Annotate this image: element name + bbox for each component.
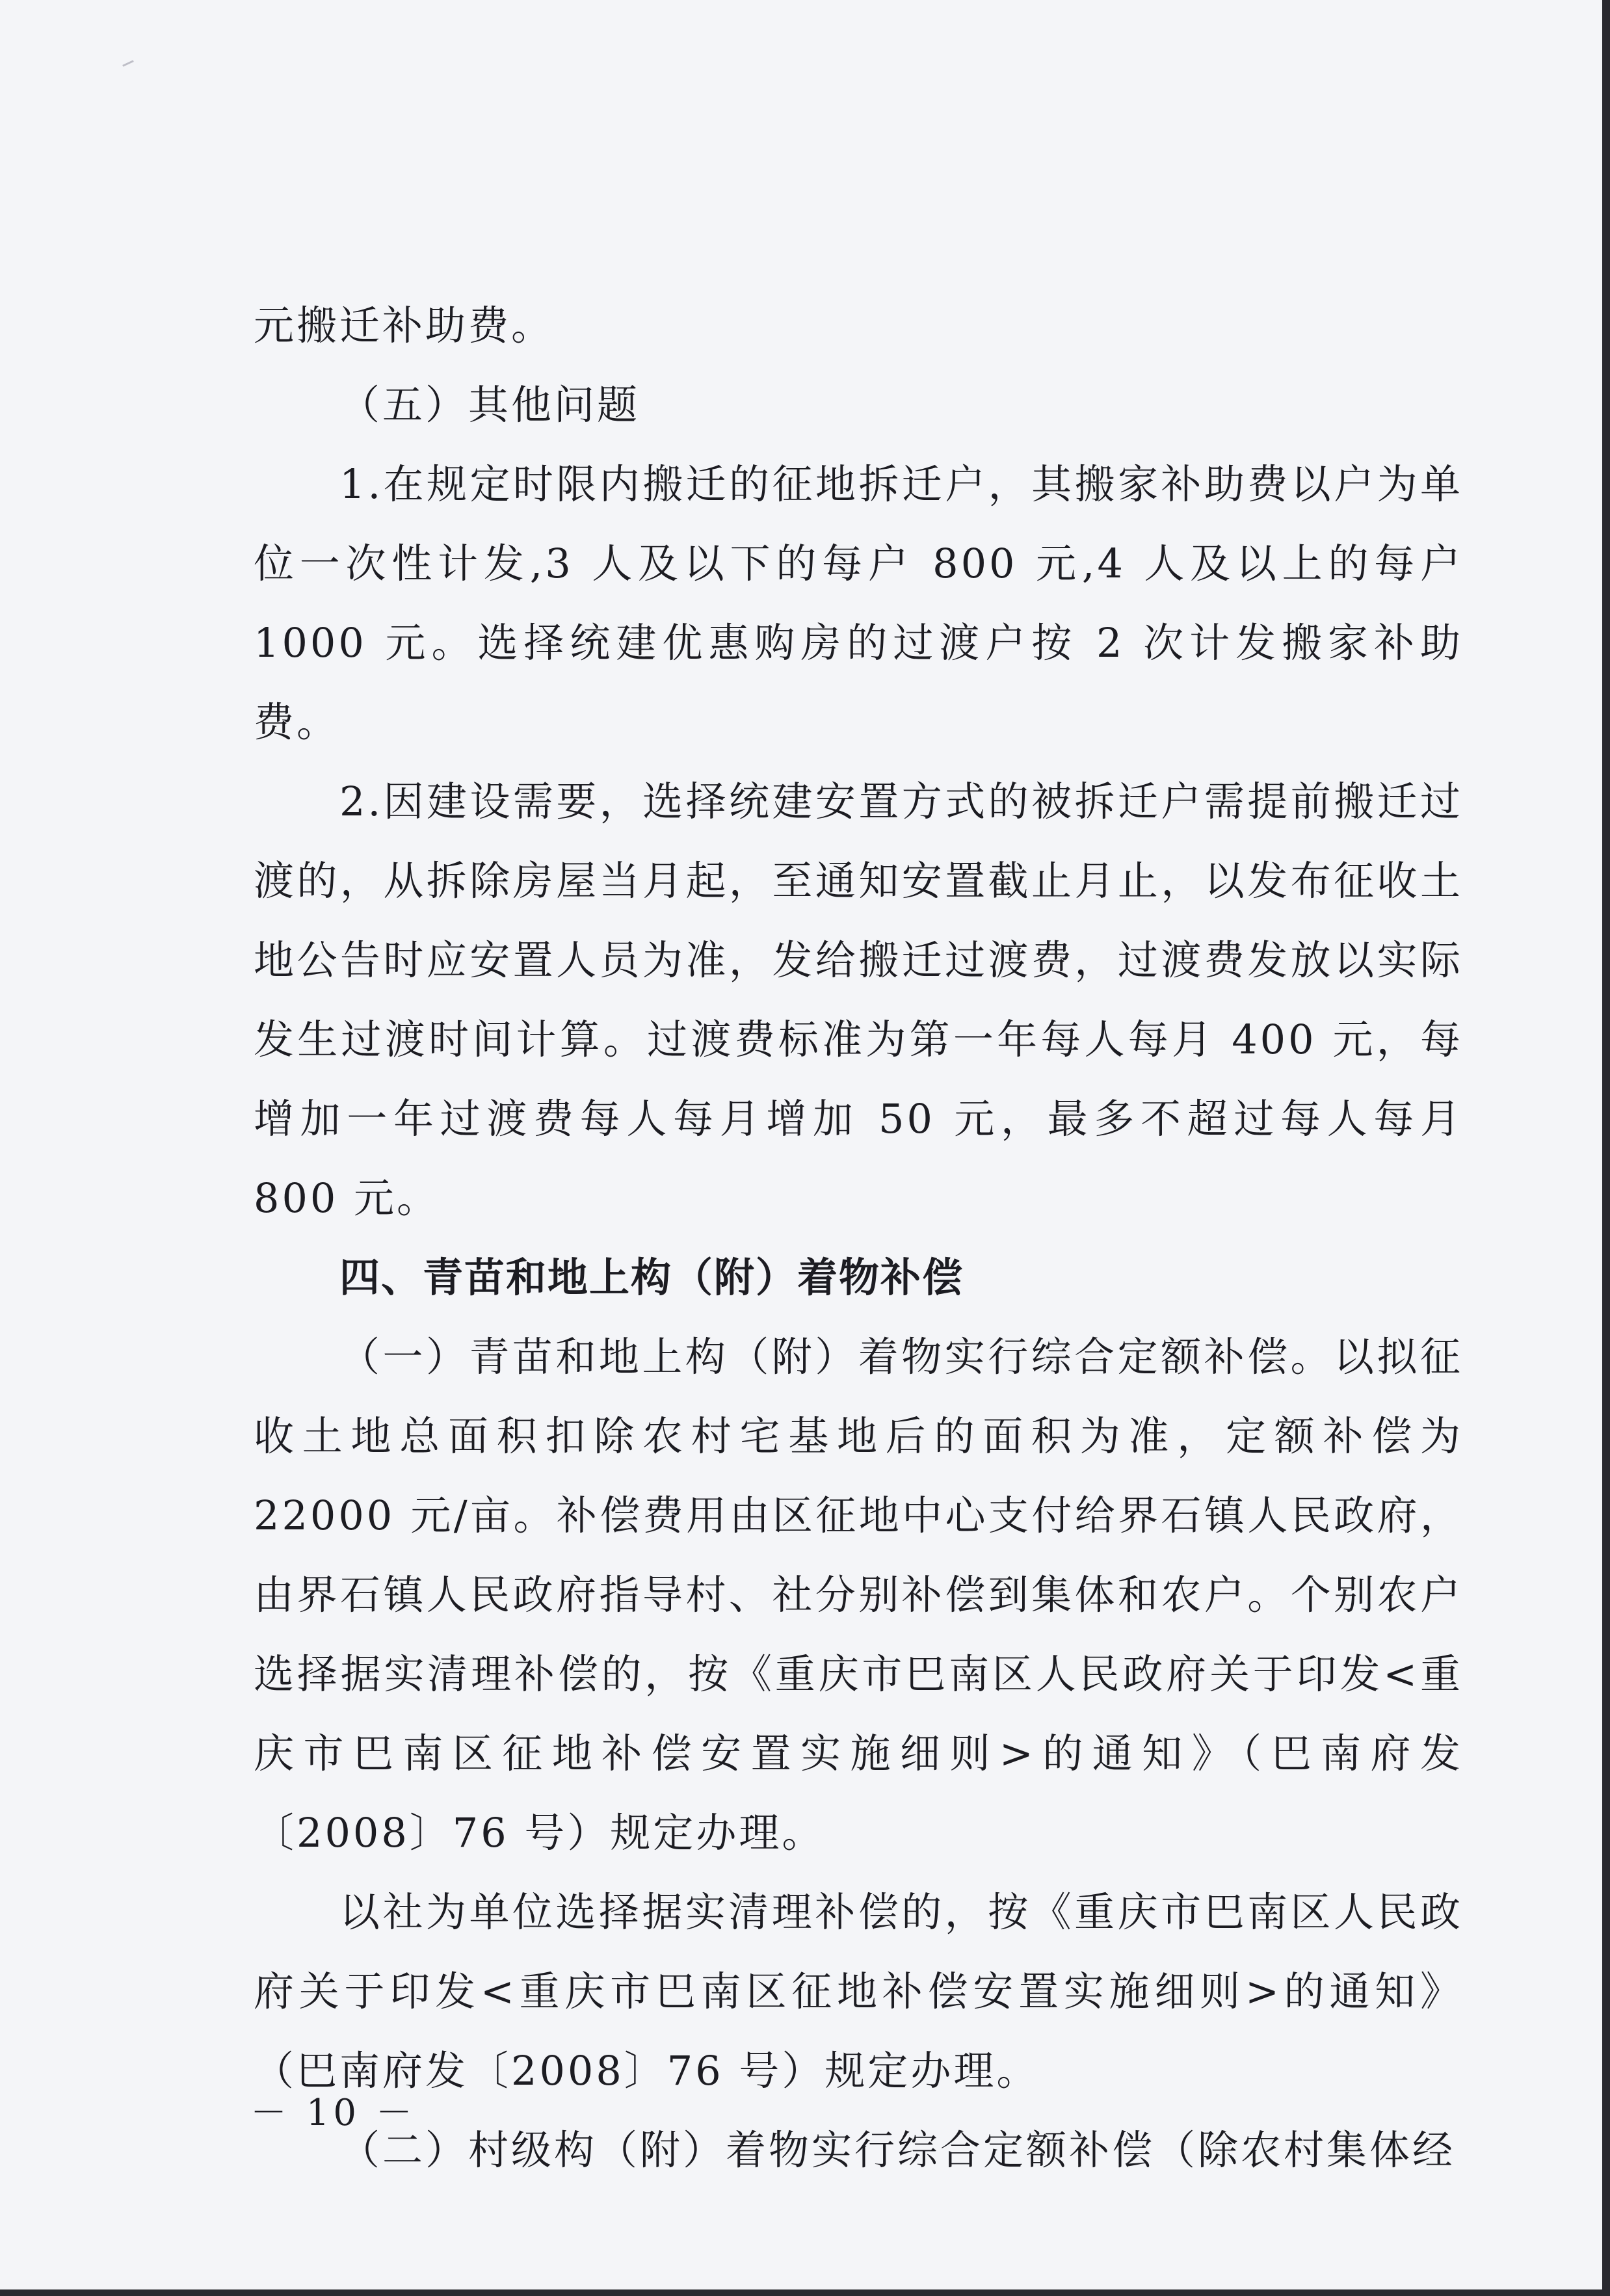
heading-crops-compensation: 四、青苗和地上构（附）着物补偿	[339, 1254, 964, 1301]
scan-speck	[122, 60, 134, 66]
paragraph-moving-subsidy: 1.在规定时限内搬迁的征地拆迁户，其搬家补助费以户为单位一次性计发,3 人及以下的每户 800 元,4 人及以上的每户 1000 元。选择统建优惠购房的过渡户按 2 次计发搬家补助费。	[254, 460, 1463, 746]
paragraph-cooperative-compensation: 以社为单位选择据实清理补偿的，按《重庆市巴南区人民政府关于印发<重庆市巴南区征地补偿安置实施细则>的通知》（巴南府发〔2008〕76 号）规定办理。	[254, 1888, 1463, 2094]
paragraph-lump-sum-compensation: （一）青苗和地上构（附）着物实行综合定额补偿。以拟征收土地总面积扣除农村宅基地后的面积为准，定额补偿为 22000 元/亩。补偿费用由区征地中心支付给界石镇人民政府，由界石镇人民政府指导村、社分别补偿到集体和农户。个别农户选择据实清理补偿的，按《重庆市巴南区人民政府关于印发<重庆市巴南区征地补偿安置实施细则>的通知》（巴南府发〔2008〕76 号）规定办理。	[254, 1333, 1463, 1856]
section-other-issues: （五）其他问题	[339, 381, 640, 429]
paragraph-transition-fee: 2.因建设需要，选择统建安置方式的被拆迁户需提前搬迁过渡的，从拆除房屋当月起，至通知安置截止月止，以发布征收土地公告时应安置人员为准，发给搬迁过渡费，过渡费发放以实际发生过渡时间计算。过渡费标准为第一年每人每月 400 元，每增加一年过渡费每人每月增加 50 元，最多不超过每人每月 800 元。	[254, 778, 1463, 1222]
paragraph-relocation-subsidy-end: 元搬迁补助费。	[254, 302, 555, 349]
document-body	[254, 286, 1463, 2190]
page-number: － 10 －	[250, 2092, 416, 2134]
paragraph-village-structures: （二）村级构（附）着物实行综合定额补偿（除农村集体经	[339, 2126, 1456, 2174]
